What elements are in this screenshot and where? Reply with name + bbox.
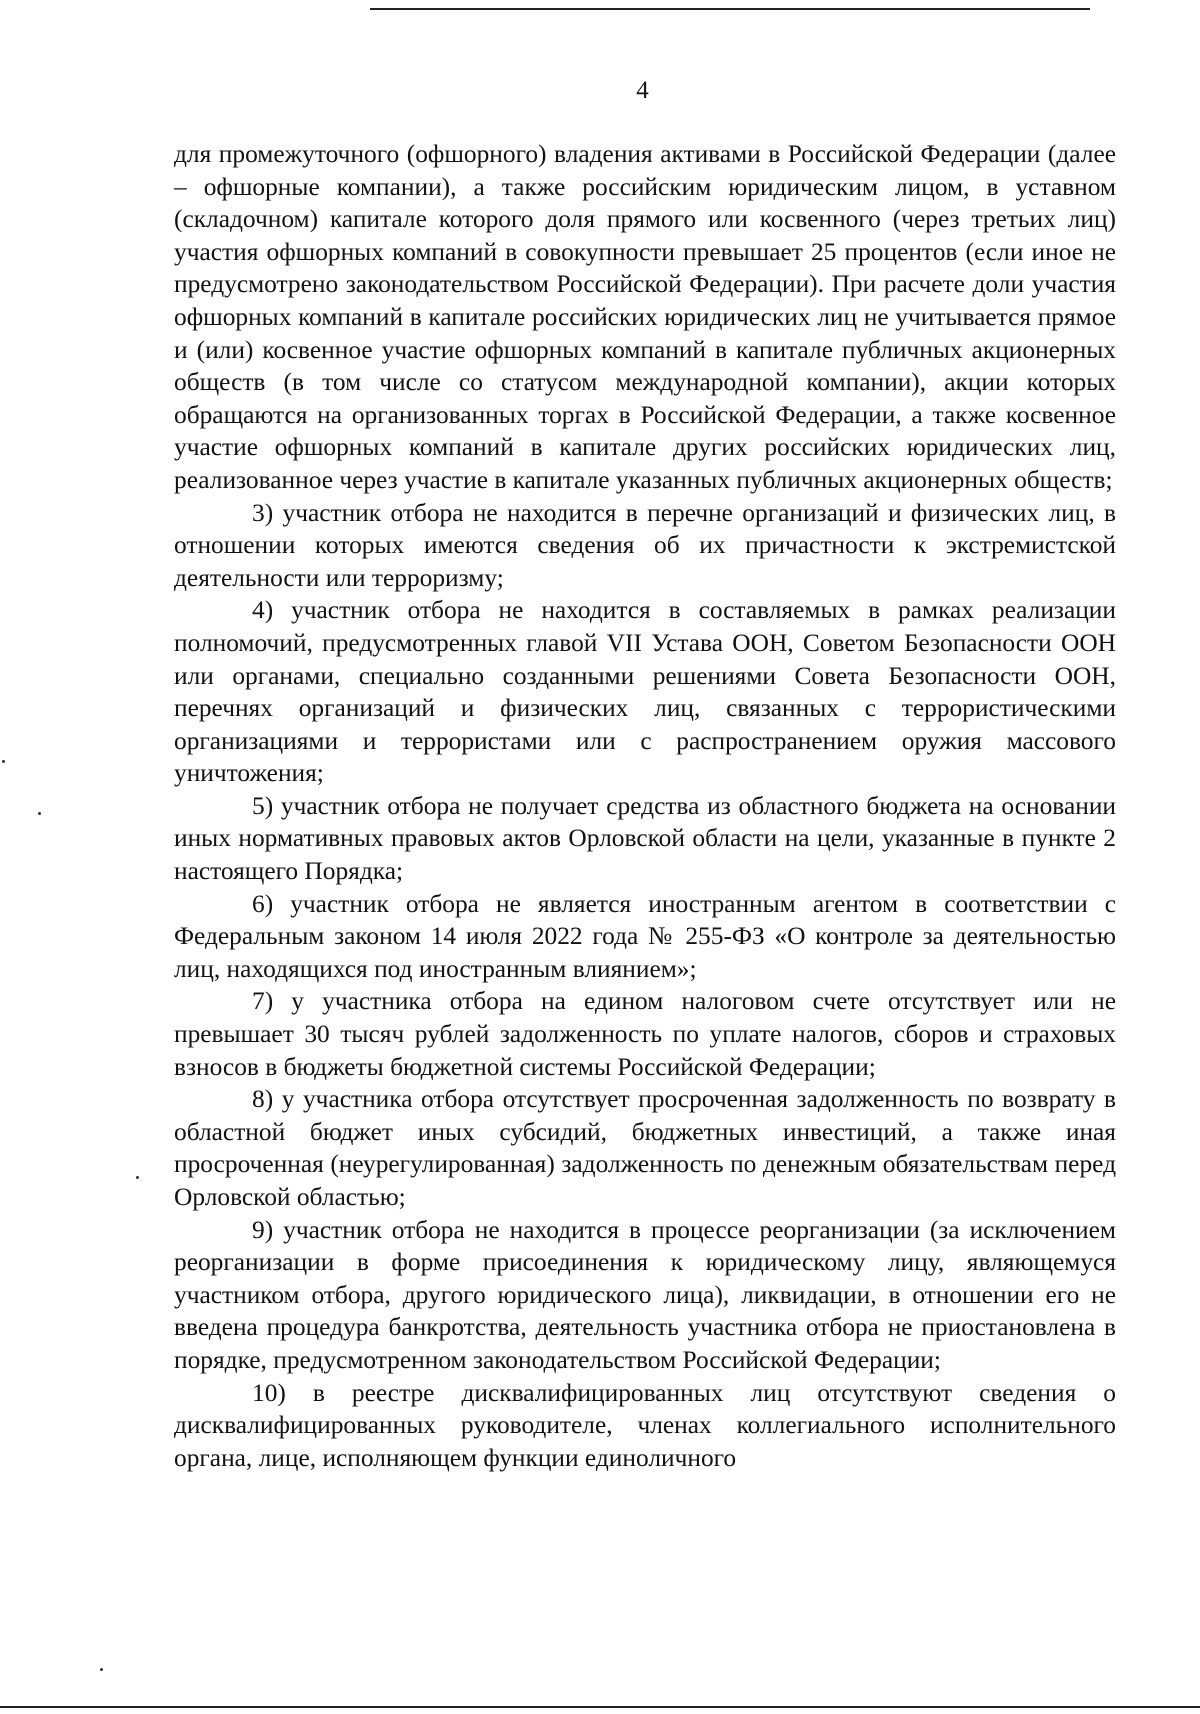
scan-speck [100,1668,103,1671]
paragraph-item-4: 4) участник отбора не находится в составляемых в рамках реализации полномочий, предусмотренных главой VII Устава ООН, Советом Безопасности ООН или органами, специально созданными решениями Совета Безопасности ООН, перечнях организаций и физических лиц, связанных с террористическими организациями и террористами или с распространением оружия массового уничтожения; [174,596,1116,788]
scan-speck [136,1176,139,1179]
bottom-edge-line [0,1706,1200,1708]
paragraph-item-5: 5) участник отбора не получает средства из областного бюджета на основании иных нормативных правовых актов Орловской области на цели, указанные в пункте 2 настоящего Порядка; [174,791,1116,886]
top-edge-line [370,8,1090,10]
paragraph-item-10: 10) в реестре дисквалифицированных лиц отсутствуют сведения о дисквалифицированных руководителе, членах коллегиального исполнительного органа, лице, исполняющем функции единоличного [174,1378,1116,1472]
paragraph-item-6: 6) участник отбора не является иностранным агентом в соответствии с Федеральным законом 14 июля 2022 года № 255-ФЗ «О контроле за деятельностью лиц, находящихся под иностранным влиянием»; [174,889,1116,983]
scan-speck [2,760,5,763]
document-body [174,138,1116,1474]
page-number: 4 [636,77,649,104]
paragraph-continuation: для промежуточного (офшорного) владения активами в Российской Федерации (далее – офшорные компании), а также российским юридическим лицом, в уставном (складочном) капитале которого доля прямого или косвенного (через третьих лиц) участия офшорных компаний в совокупности превышает 25 процентов (если иное не предусмотрено законодательством Российской Федерации). При расчете доли участия офшорных компаний в капитале российских юридических лиц не учитывается прямое и (или) косвенное участие офшорных компаний в капитале публичных акционерных обществ (в том числе со статусом международной компании), акции которых обращаются на организованных торгах в Российской Федерации, а также косвенное участие офшорных компаний в капитале других российских юридических лиц, реализованное через участие в капитале указанных публичных акционерных обществ; [174,140,1116,494]
paragraph-item-3: 3) участник отбора не находится в перечне организаций и физических лиц, в отношении которых имеются сведения об их причастности к экстремистской деятельности или терроризму; [174,498,1116,592]
paragraph-item-9: 9) участник отбора не находится в процессе реорганизации (за исключением реорганизации в форме присоединения к юридическому лицу, являющемуся участником отбора, другого юридического лица), ликвидации, в отношении его не введена процедура банкротства, деятельность участника отбора не приостановлена в порядке, предусмотренном законодательством Российской Федерации; [174,1215,1116,1374]
paragraph-item-8: 8) у участника отбора отсутствует просроченная задолженность по возврату в областной бюджет иных субсидий, бюджетных инвестиций, а также иная просроченная (неурегулированная) задолженность по денежным обязательствам перед Орловской областью; [174,1085,1116,1211]
paragraph-item-7: 7) у участника отбора на едином налоговом счете отсутствует или не превышает 30 тысяч рублей задолженность по уплате налогов, сборов и страховых взносов в бюджеты бюджетной системы Российской Федерации; [174,987,1116,1081]
scan-speck [38,812,41,815]
